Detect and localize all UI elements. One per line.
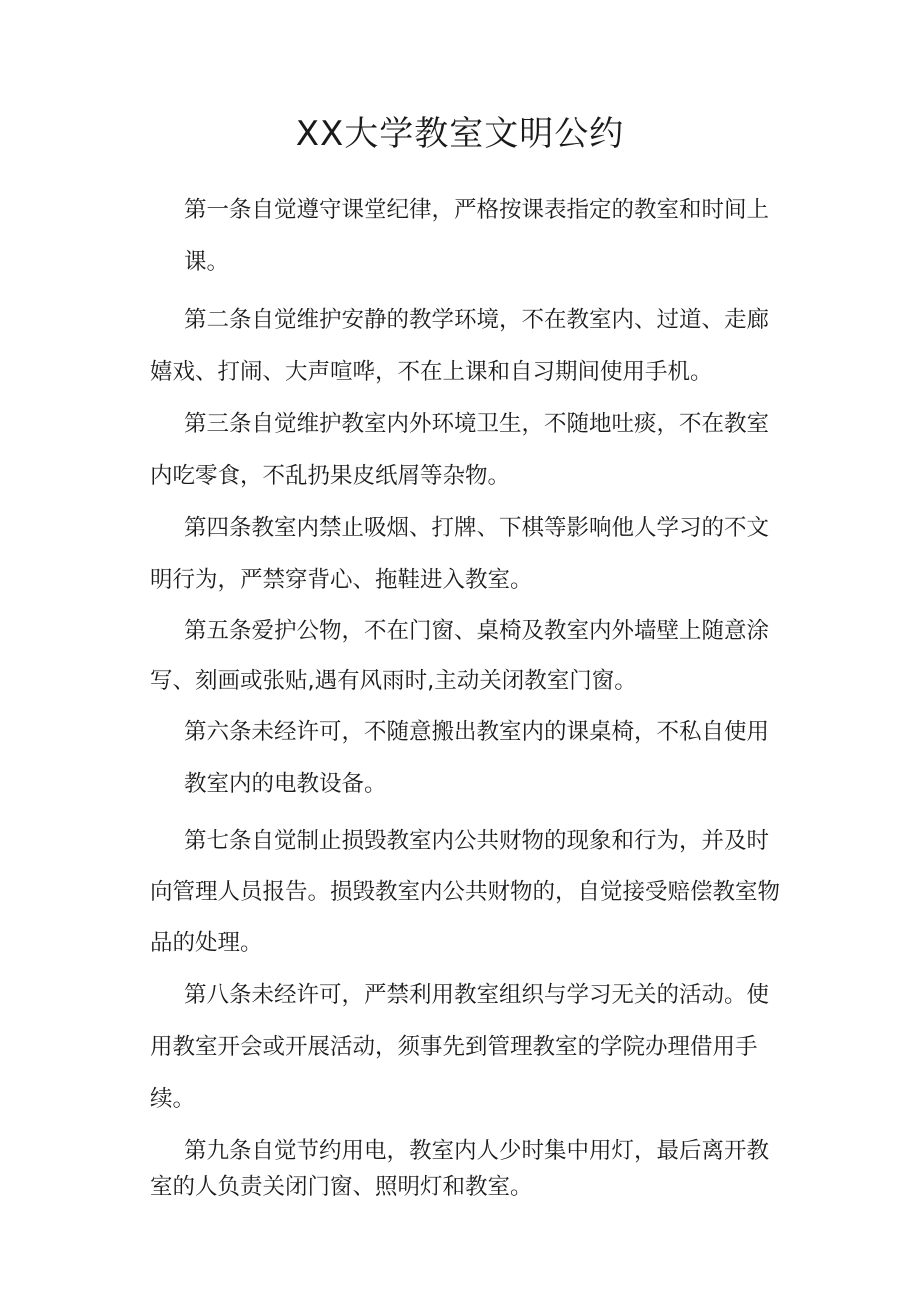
article-9: 第九条自觉节约用电，教室内人少时集中用灯，最后离开教室的人负责关闭门窗、照明灯和教室。: [150, 1138, 770, 1200]
article-7: 第七条自觉制止损毁教室内公共财物的现象和行为，并及时向管理人员报告。损毁教室内公共财物的，自觉接受赔偿教室物品的处理。: [150, 828, 781, 956]
article-5: 第五条爱护公物，不在门窗、桌椅及教室内外墙壁上随意涂写、刻画或张贴,遇有风雨时,主动关闭教室门窗。: [150, 618, 770, 694]
article-1: 第一条自觉遵守课堂纪律，严格按课表指定的教室和时间上课。: [184, 197, 770, 275]
article-3: 第三条自觉维护教室内外环境卫生，不随地吐痰，不在教室内吃零食，不乱扔果皮纸屑等杂物。: [150, 411, 770, 489]
document-title: XX大学教室文明公约: [295, 114, 625, 154]
article-2: 第二条自觉维护安静的教学环境，不在教室内、过道、走廊嬉戏、打闹、大声喧哗，不在上课和自习期间使用手机。: [150, 307, 770, 385]
articles-list: [150, 184, 786, 1205]
article-8: 第八条未经许可，严禁利用教室组织与学习无关的活动。使用教室开会或开展活动，须事先到管理教室的学院办理借用手续。: [150, 982, 770, 1112]
article-6: 第六条未经许可，不随意搬出教室内的课桌椅，不私自使用教室内的电教设备。: [184, 719, 770, 797]
article-4: 第四条教室内禁止吸烟、打牌、下棋等影响他人学习的不文明行为，严禁穿背心、拖鞋进入教室。: [150, 515, 770, 593]
